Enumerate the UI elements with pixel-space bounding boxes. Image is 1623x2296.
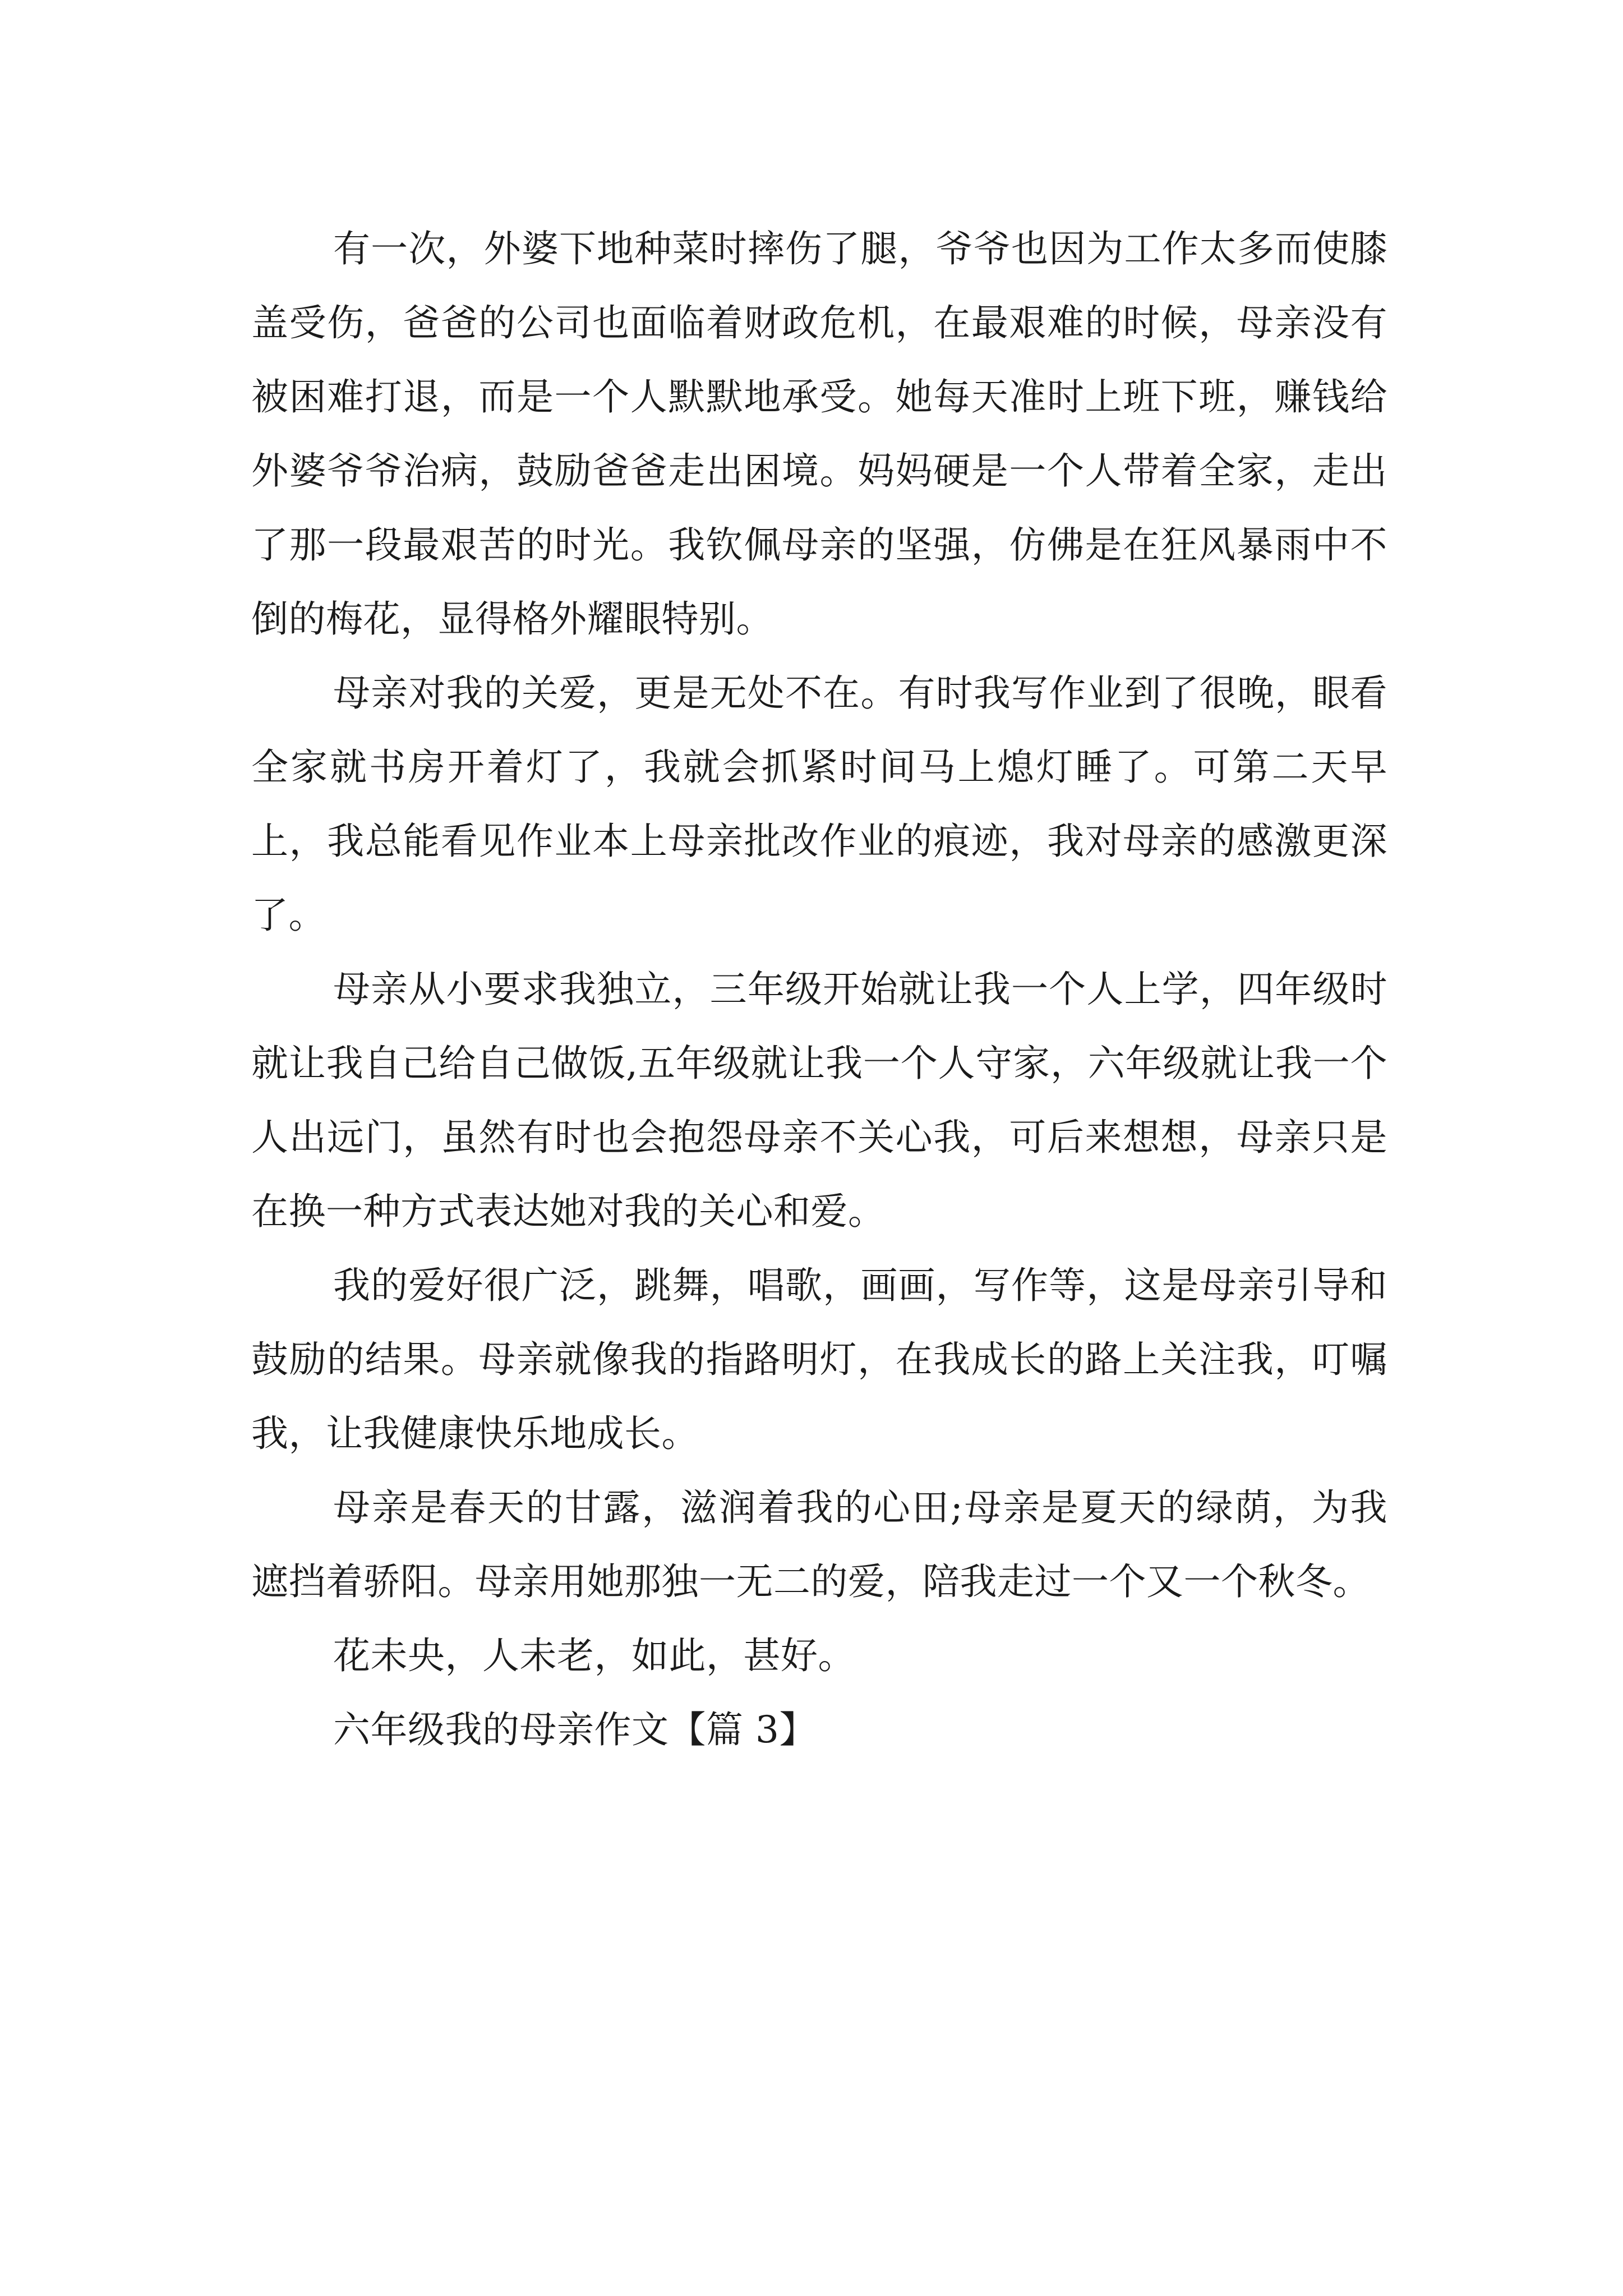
paragraph-closing: 花未央，人未老，如此，甚好。 <box>333 1634 855 1677</box>
essay-body <box>251 212 1387 1767</box>
paragraph-care: 母亲对我的关爱，更是无处不在。有时我写作业到了很晚，眼看全家就书房开着灯了，我就会抓紧时间马上熄灯睡了。可第二天早上，我总能看见作业本上母亲批改作业的痕迹，我对母亲的感激更深了。 <box>251 671 1387 937</box>
paragraph-seasons: 母亲是春天的甘露，滋润着我的心田;母亲是夏天的绿荫，为我遮挡着骄阳。母亲用她那独一无二的爱，陪我走过一个又一个秋冬。 <box>251 1486 1387 1603</box>
paragraph-hobbies: 我的爱好很广泛，跳舞，唱歌，画画，写作等，这是母亲引导和鼓励的结果。母亲就像我的指路明灯，在我成长的路上关注我，叮嘱我，让我健康快乐地成长。 <box>251 1264 1387 1455</box>
paragraph-independence: 母亲从小要求我独立，三年级开始就让我一个人上学，四年级时就让我自己给自己做饭,五年级就让我一个人守家，六年级就让我一个人出远门，虽然有时也会抱怨母亲不关心我，可后来想想，母亲只是在换一种方式表达她对我的关心和爱。 <box>251 968 1387 1233</box>
paragraph-hardship: 有一次，外婆下地种菜时摔伤了腿，爷爷也因为工作太多而使膝盖受伤，爸爸的公司也面临着财政危机，在最艰难的时候，母亲没有被困难打退，而是一个人默默地承受。她每天准时上班下班，赚钱给外婆爷爷治病，鼓励爸爸走出困境。妈妈硬是一个人带着全家，走出了那一段最艰苦的时光。我钦佩母亲的坚强，仿佛是在狂风暴雨中不倒的梅花，显得格外耀眼特别。 <box>251 227 1387 641</box>
section-heading: 六年级我的母亲作文【篇 3】 <box>333 1708 817 1751</box>
